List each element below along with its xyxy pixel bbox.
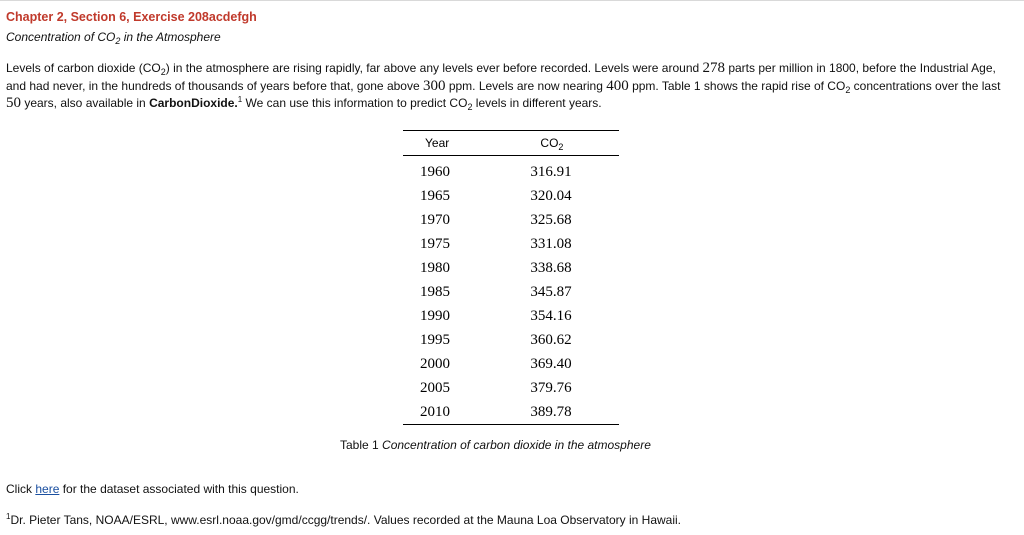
para-text-7: years, also available in [21, 96, 150, 110]
caption-label: Table 1 [340, 438, 383, 452]
para-number-50: 50 [6, 95, 21, 111]
cell-co2: 360.62 [530, 331, 572, 348]
co2-table [403, 130, 619, 425]
cell-co2: 325.68 [530, 211, 572, 228]
para-text-6: concentrations over the last [850, 78, 1001, 93]
click-pre: Click [6, 482, 36, 496]
table-row [403, 280, 619, 304]
para-text-3: parts per million in 1800, before the Industrial Age, and had never, in the hundreds of thousands of years before that, gone above [6, 61, 996, 93]
table-row [403, 184, 619, 208]
cell-year: 1980 [420, 259, 450, 276]
table-row [403, 208, 619, 232]
footnote [6, 513, 681, 527]
exercise-subtitle [6, 30, 221, 44]
para-text-4: ppm. Levels are now nearing [445, 78, 607, 93]
subtitle-sub: 2 [115, 36, 121, 46]
table-row [403, 328, 619, 352]
cell-year: 2000 [420, 355, 450, 372]
table-row [403, 304, 619, 328]
subtitle-post: in the Atmosphere [120, 30, 221, 44]
para-text-10: levels in different years. [472, 96, 602, 110]
cell-co2: 316.91 [530, 164, 572, 180]
para-number-278: 278 [702, 60, 725, 76]
cell-co2: 389.78 [472, 400, 619, 425]
header-co2-text: CO [540, 136, 559, 150]
para-sub-1: 2 [160, 67, 166, 77]
footnote-text: Dr. Pieter Tans, NOAA/ESRL, www.esrl.noaa.gov/gmd/ccgg/trends/. Values recorded at the Mauna Loa Observatory in Hawaii. [10, 513, 681, 527]
cell-year: 2010 [403, 400, 472, 425]
table-row [403, 376, 619, 400]
exercise-title: Chapter 2, Section 6, Exercise 208acdefgh [6, 10, 257, 24]
header-co2 [472, 131, 619, 156]
header-co2-sub: 2 [558, 142, 564, 152]
para-sub-9: 2 [467, 102, 473, 112]
table-row [403, 256, 619, 280]
para-text-2: ) in the atmosphere are rising rapidly, far above any levels ever before recorded. Levels were around [165, 61, 703, 75]
para-text-1: Levels of carbon dioxide (CO [6, 61, 161, 75]
cell-co2: 338.68 [530, 259, 572, 276]
click-post: for the dataset associated with this question. [59, 482, 299, 496]
footnote-mark: 1 [6, 512, 11, 521]
para-text-5: ppm. Table 1 shows the rapid rise of CO [628, 78, 846, 93]
para-number-300: 300 [422, 77, 446, 94]
top-divider [0, 0, 1024, 1]
cell-year: 1970 [420, 211, 450, 228]
table-row [403, 400, 619, 425]
cell-co2: 369.40 [530, 355, 572, 372]
dataset-here-link[interactable]: here [35, 482, 60, 496]
cell-year: 1965 [420, 187, 450, 204]
table-row [403, 352, 619, 376]
table-header-row [403, 131, 619, 156]
para-sub-5: 2 [845, 84, 851, 95]
intro-paragraph [6, 60, 1018, 113]
para-text-9: We can use this information to predict CO [242, 96, 468, 110]
subtitle-pre: Concentration of CO [6, 30, 116, 44]
cell-year: 1975 [420, 235, 450, 252]
header-year: Year [403, 131, 472, 156]
table-row [403, 156, 619, 185]
dataset-name: CarbonDioxide [149, 96, 235, 110]
para-number-400: 400 [606, 77, 629, 94]
para-period: . [234, 96, 238, 110]
cell-year: 1995 [420, 331, 450, 348]
cell-co2: 320.04 [530, 187, 572, 204]
cell-co2: 331.08 [530, 235, 572, 252]
table-row [403, 232, 619, 256]
caption-text: Concentration of carbon dioxide in the atmosphere [382, 438, 651, 452]
cell-year: 1960 [420, 164, 450, 180]
cell-co2: 379.76 [530, 379, 572, 396]
dataset-link-line [6, 482, 299, 496]
cell-year: 1990 [420, 307, 450, 324]
table-caption [340, 438, 651, 452]
cell-year: 2005 [420, 379, 450, 396]
footnote-ref: 1 [237, 95, 243, 104]
table-body [403, 156, 619, 425]
cell-co2: 345.87 [530, 283, 572, 300]
cell-co2: 354.16 [530, 307, 572, 324]
cell-year: 1985 [420, 283, 450, 300]
